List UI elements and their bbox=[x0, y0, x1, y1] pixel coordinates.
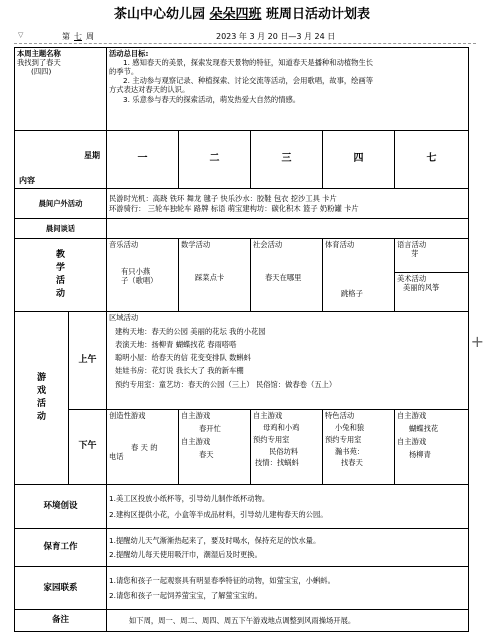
area-title: 区域活动 bbox=[109, 313, 139, 322]
outdoor-line: 民游时光机：高跷 铁环 舞龙 毽子 快乐沙水：胶鞋 包衣 挖沙工具 卡片 bbox=[109, 194, 337, 204]
pm-line: 春 天 的 bbox=[131, 443, 158, 453]
teaching-label-char: 活 bbox=[55, 276, 65, 286]
family-row bbox=[15, 567, 469, 610]
pm-line: 瀚书苑： bbox=[335, 447, 365, 457]
theme-row bbox=[15, 48, 469, 131]
teaching-lang-art bbox=[395, 239, 469, 312]
games-am-label: 上午 bbox=[69, 312, 107, 410]
environment-content bbox=[107, 485, 469, 529]
pm-cell-tue bbox=[179, 410, 251, 485]
games-pm-row bbox=[15, 410, 469, 485]
pm-line: 预约专用室 bbox=[253, 435, 290, 445]
title-class-name: 朵朵四班 bbox=[209, 7, 262, 22]
pm-line: 杨柳青 bbox=[409, 450, 431, 460]
day-tue: 二 bbox=[179, 131, 251, 189]
week-prefix: 第 bbox=[62, 32, 70, 41]
theme-label: 本周主题名称 bbox=[17, 49, 61, 58]
outdoor-content bbox=[107, 189, 469, 219]
pm-cell-wed bbox=[251, 410, 323, 485]
care-label: 保育工作 bbox=[15, 529, 107, 567]
theme-name: 我找到了春天 bbox=[17, 58, 61, 68]
date-range: 2023 年 3 月 20 日—3 月 24 日 bbox=[216, 32, 336, 41]
goal-line: 1. 感知春天的美景，探索发现春天景物的特征，知道春天是播种和动植物生长 bbox=[123, 58, 374, 68]
pm-cell-thu bbox=[323, 410, 395, 485]
pm-line: 预约专用室 bbox=[325, 435, 362, 445]
days-header-row bbox=[15, 131, 469, 189]
corner-weekday: 星期 bbox=[84, 151, 100, 160]
care-row bbox=[15, 529, 469, 567]
games-am-row bbox=[15, 312, 469, 410]
plus-icon[interactable]: + bbox=[470, 332, 484, 351]
goals-title: 活动总目标: bbox=[109, 49, 149, 58]
games-label-char: 游 bbox=[36, 372, 46, 383]
lang-title: 语言活动 bbox=[397, 240, 427, 249]
day-thu: 四 bbox=[323, 131, 395, 189]
pm-line: 找春天 bbox=[341, 458, 363, 468]
pm-line: 母鸡和小鸡 bbox=[263, 423, 300, 433]
math-title: 数学活动 bbox=[181, 240, 211, 249]
teaching-music bbox=[107, 239, 179, 312]
pm-line: 创造性游戏 bbox=[109, 411, 146, 420]
area-line: 聪明小屋：给春天的信 花变变排队 数蝌蚪 bbox=[115, 353, 251, 363]
family-content bbox=[107, 567, 469, 610]
pm-line: 特色活动 bbox=[325, 411, 355, 420]
pm-line: 自主游戏 bbox=[397, 411, 427, 420]
care-line: 1.提醒幼儿天气渐渐热起来了，要及时喝水，保持充足的饮水量。 bbox=[109, 535, 321, 545]
day-mon: 一 bbox=[107, 131, 179, 189]
environment-label: 环境创设 bbox=[15, 485, 107, 529]
pm-line: 自主游戏 bbox=[181, 411, 211, 420]
environment-row bbox=[15, 485, 469, 529]
talk-row bbox=[15, 219, 469, 239]
theme-cell bbox=[15, 48, 107, 131]
games-label-char: 戏 bbox=[36, 385, 46, 396]
pm-line: 蝴蝶找花 bbox=[409, 424, 439, 434]
art-title: 美术活动 bbox=[397, 274, 427, 283]
caret-down-icon[interactable]: ▽ bbox=[18, 31, 24, 39]
outdoor-row bbox=[15, 189, 469, 219]
family-label: 家园联系 bbox=[15, 567, 107, 610]
pm-line: 自主游戏 bbox=[253, 411, 283, 420]
art-name: 美丽的风筝 bbox=[403, 283, 440, 293]
page-title bbox=[0, 3, 484, 22]
title-suffix: 班周日活动计划表 bbox=[266, 7, 371, 22]
area-line: 表演天地：扬柳青 蝴蝶找花 春雨嗒嗒 bbox=[115, 340, 237, 350]
week-number: 七 bbox=[74, 32, 82, 41]
notes-row bbox=[15, 610, 469, 632]
goal-line: 方式表达对春天的认识。 bbox=[109, 85, 190, 95]
pm-line: 电话 bbox=[109, 452, 124, 462]
environment-line: 2.建构区提供小花，小盒等半成品材料，引导幼儿建构春天的公园。 bbox=[109, 509, 328, 519]
teaching-label-char: 教 bbox=[55, 249, 65, 260]
sports-line: 跳格子 bbox=[341, 289, 363, 299]
pm-line: 春开忙 bbox=[199, 424, 221, 434]
pm-line bbox=[109, 420, 176, 429]
area-line: 建构天地：春天的公园 美丽的花坛 我的小花园 bbox=[115, 327, 266, 337]
corner-cell bbox=[15, 131, 107, 189]
lang-cell bbox=[395, 239, 468, 273]
goals-cell bbox=[107, 48, 469, 131]
games-pm-label: 下午 bbox=[69, 410, 107, 485]
family-line: 1.请您和孩子一起观察具有明显春季特征的动物，如萤宝宝，小蝌蚪。 bbox=[109, 575, 335, 585]
top-divider bbox=[14, 43, 476, 44]
pm-line: 小兔和狼 bbox=[335, 423, 365, 433]
notes-content: 如下周，周一、周二、周四、周五下午游戏地点调整到风雨操场开展。 bbox=[107, 610, 469, 632]
week-suffix: 周 bbox=[86, 32, 94, 41]
talk-content bbox=[107, 219, 469, 239]
social-line: 春天在哪里 bbox=[265, 273, 302, 283]
care-content bbox=[107, 529, 469, 567]
teaching-label bbox=[15, 239, 107, 312]
teaching-label-char: 学 bbox=[55, 262, 65, 273]
notes-label: 备注 bbox=[15, 610, 107, 632]
pm-line: 自主游戏 bbox=[397, 437, 427, 447]
lang-name: 芽 bbox=[411, 249, 419, 259]
teaching-math bbox=[179, 239, 251, 312]
teaching-row bbox=[15, 239, 469, 312]
talk-label: 晨间谈话 bbox=[15, 219, 107, 239]
music-line: 子（歌唱） bbox=[121, 276, 158, 286]
pm-line: 自主游戏 bbox=[181, 437, 211, 447]
area-line: 预约专用室：童艺坊：春天的公园（三上） 民俗馆：做春卷（五上） bbox=[115, 379, 337, 389]
corner-content: 内容 bbox=[19, 176, 35, 185]
environment-line: 1.美工区投放小纸杯等，引导幼儿制作纸杯动物。 bbox=[109, 494, 270, 504]
teaching-social bbox=[251, 239, 323, 312]
outdoor-line: 环游骑行： 三轮车独轮车 路牌 标语 萌宝建构坊：碳化积木 篮子 奶粉罐 卡片 bbox=[109, 203, 359, 213]
music-title: 音乐活动 bbox=[109, 240, 139, 249]
title-prefix: 茶山中心幼儿园 bbox=[113, 7, 205, 22]
math-line: 踩菜点卡 bbox=[195, 273, 225, 283]
games-label-char: 活 bbox=[36, 399, 46, 409]
art-cell bbox=[395, 273, 468, 293]
sports-title: 体育活动 bbox=[325, 240, 355, 249]
outdoor-label: 晨间户外活动 bbox=[15, 189, 107, 219]
day-fri: 七 bbox=[395, 131, 469, 189]
goal-line: 2. 主动参与观察记录、种植探索、讨论交流等活动，会用歌唱，故事，绘画等 bbox=[123, 76, 374, 86]
goal-line: 的季节。 bbox=[109, 67, 139, 77]
games-label-char: 动 bbox=[36, 412, 46, 423]
social-title: 社会活动 bbox=[253, 240, 283, 249]
care-line: 2.提醒幼儿每天使用吸汗巾，潮湿后及时更换。 bbox=[109, 550, 262, 559]
family-line: 2.请您和孩子一起饲养萤宝宝，了解萤宝宝的。 bbox=[109, 591, 262, 600]
area-line: 娃娃书房：花灯说 我长大了 我的新车棚 bbox=[115, 366, 244, 376]
theme-tag: (四四) bbox=[31, 67, 52, 77]
pm-line: 春天 bbox=[199, 450, 214, 460]
music-line: 有只小燕 bbox=[121, 267, 151, 277]
pm-cell-fri bbox=[395, 410, 469, 485]
plan-table bbox=[14, 47, 469, 632]
games-label bbox=[15, 312, 69, 485]
week-label bbox=[62, 31, 94, 42]
games-am-content bbox=[107, 312, 469, 410]
teaching-sports bbox=[323, 239, 395, 312]
pm-line: 民俗坊料 bbox=[269, 447, 299, 457]
goal-line: 3. 乐意参与春天的探索活动，萌发热爱大自然的情感。 bbox=[123, 94, 301, 104]
pm-line: 技情：找蜗蚪 bbox=[255, 458, 299, 468]
day-wed: 三 bbox=[251, 131, 323, 189]
teaching-label-char: 动 bbox=[55, 289, 65, 300]
pm-cell-mon bbox=[107, 410, 179, 485]
